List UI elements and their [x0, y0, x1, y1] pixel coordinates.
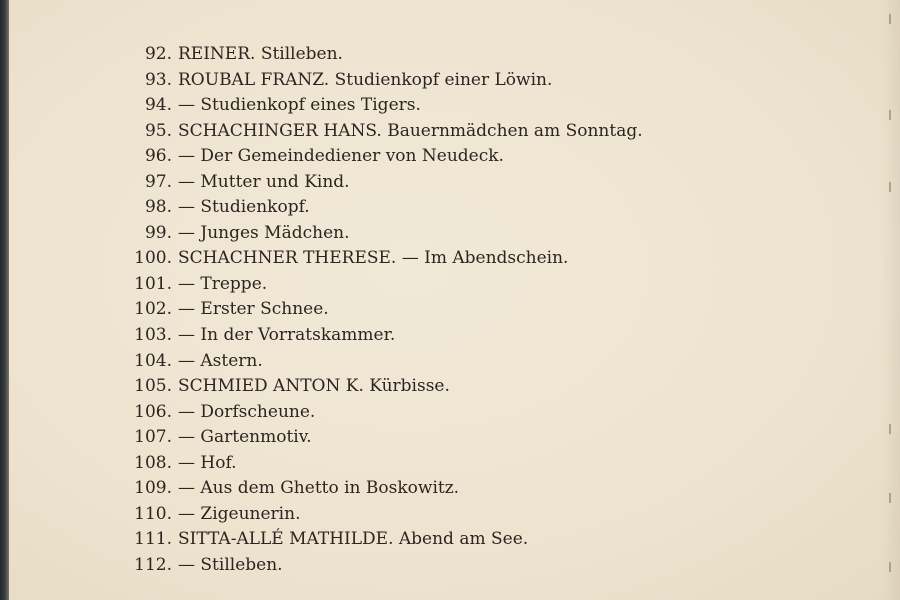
entry-number: 97. [144, 171, 172, 192]
catalog-entry [9, 121, 643, 147]
catalog-entry [9, 70, 643, 96]
catalog-entry [9, 248, 643, 274]
entry-text: — Dorfscheune. [178, 401, 316, 422]
entry-number: 98. [144, 197, 172, 218]
entry-text: — Der Gemeindediener von Neudeck. [178, 146, 504, 167]
catalog-entry [9, 223, 643, 249]
catalog-entry [9, 197, 643, 223]
entry-text: SCHMIED ANTON K. Kürbisse. [178, 376, 450, 397]
entry-number: 93. [144, 69, 172, 90]
entry-text: SCHACHNER THERESE. — Im Abendschein. [178, 248, 569, 269]
entry-text: SCHACHINGER HANS. Bauernmädchen am Sonntag. [178, 120, 643, 141]
entry-text: — Zigeunerin. [178, 503, 301, 524]
entry-number: 107. [134, 427, 172, 448]
entry-text: — Gartenmotiv. [178, 427, 312, 448]
entry-text: — Treppe. [178, 273, 268, 294]
catalog-entry [9, 529, 643, 555]
page-edge-mark [889, 424, 891, 434]
entry-number: 105. [134, 376, 172, 397]
entry-number: 103. [134, 325, 172, 346]
entry-number: 99. [144, 222, 172, 243]
catalog-entry [9, 274, 643, 300]
entry-text: — Stilleben. [178, 554, 283, 575]
entry-number: 108. [134, 452, 172, 473]
catalog-entry [9, 478, 643, 504]
entry-text: SITTA-ALLÉ MATHILDE. Abend am See. [178, 529, 529, 550]
entry-number: 111. [134, 529, 172, 550]
entry-text: — Hof. [178, 452, 237, 473]
entry-number: 104. [134, 350, 172, 371]
page-edge [882, 0, 900, 600]
catalog-entry [9, 427, 643, 453]
catalog-entry [9, 44, 643, 70]
catalog-entry [9, 555, 643, 581]
entry-number: 112. [134, 554, 172, 575]
catalog-entries [9, 44, 643, 580]
catalog-entry [9, 504, 643, 530]
catalog-entry [9, 146, 643, 172]
catalog-entry [9, 299, 643, 325]
entry-number: 95. [144, 120, 172, 141]
entry-text: — Erster Schnee. [178, 299, 329, 320]
book-spine [0, 0, 9, 600]
catalog-entry [9, 351, 643, 377]
catalog-entry [9, 453, 643, 479]
entry-text: — In der Vorratskammer. [178, 325, 396, 346]
entry-number: 100. [134, 248, 172, 269]
entry-text: ROUBAL FRANZ. Studienkopf einer Löwin. [178, 69, 553, 90]
entry-number: 109. [134, 478, 172, 499]
page-edge-mark [889, 493, 891, 503]
catalog-entry [9, 325, 643, 351]
catalog-entry [9, 172, 643, 198]
entry-text: — Studienkopf eines Tigers. [178, 95, 421, 116]
entry-number: 101. [134, 273, 172, 294]
entry-text: — Mutter und Kind. [178, 171, 350, 192]
page-edge-mark [889, 110, 891, 120]
page-edge-mark [889, 182, 891, 192]
entry-text: — Astern. [178, 350, 263, 371]
entry-text: — Junges Mädchen. [178, 222, 350, 243]
entry-number: 106. [134, 401, 172, 422]
entry-text: — Studienkopf. [178, 197, 310, 218]
entry-number: 92. [144, 44, 172, 64]
entry-text: REINER. Stilleben. [178, 44, 343, 64]
page-edge-mark [889, 562, 891, 572]
entry-number: 110. [134, 503, 172, 524]
catalog-page [9, 0, 900, 600]
entry-text: — Aus dem Ghetto in Boskowitz. [178, 478, 460, 499]
entry-number: 102. [134, 299, 172, 320]
page-edge-mark [889, 14, 891, 24]
catalog-entry [9, 376, 643, 402]
entry-number: 94. [144, 95, 172, 116]
entry-number: 96. [144, 146, 172, 167]
catalog-entry [9, 402, 643, 428]
catalog-entry [9, 95, 643, 121]
